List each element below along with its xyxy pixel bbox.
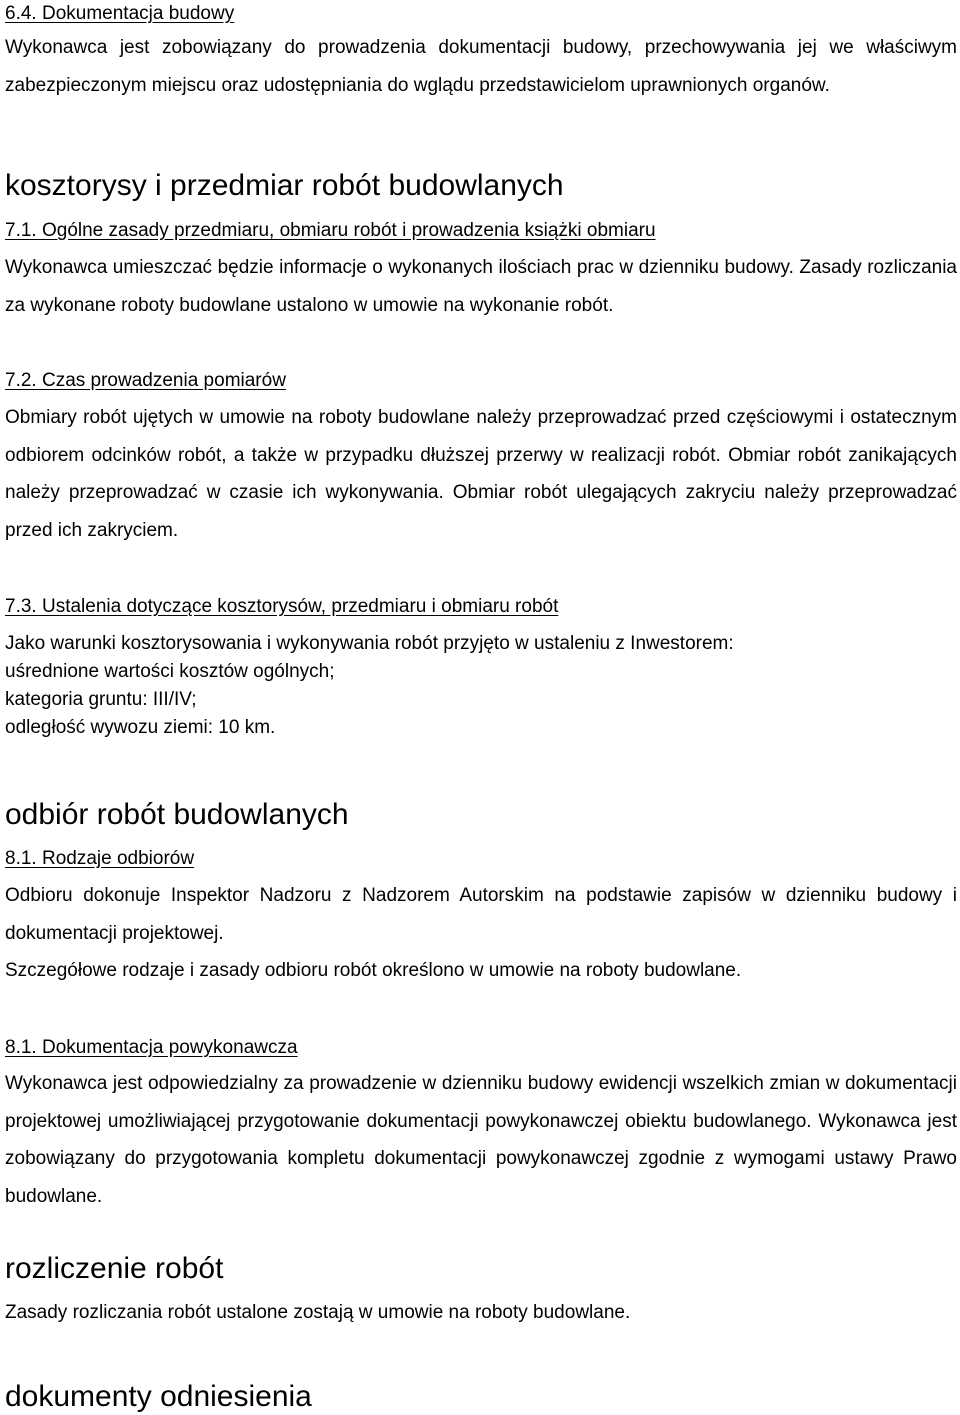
chapter-8-title: odbiór robót budowlanych <box>5 798 349 831</box>
section-6-4-heading: 6.4. Dokumentacja budowy <box>5 3 235 24</box>
list-item: Jako warunki kosztorysowania i wykonywania robót przyjęto w ustaleniu z Inwestorem: <box>5 633 734 654</box>
section-6-4-text: Wykonawca jest zobowiązany do prowadzenia dokumentacji budowy, przechowywania jej we właściwym zabezpieczonym miejscu oraz udostępniania do wglądu przedstawicielom uprawnionych organów. <box>5 37 957 96</box>
section-7-2-text: Obmiary robót ujętych w umowie na roboty budowlane należy przeprowadzać przed częściowymi i ostatecznym odbiorem odcinków robót, a także w przypadku dłuższej przerwy w realizacji robót. Obmiar robót zanikających należy przeprowadzać w czasie ich wykonywania. Obmiar robót ulegających zakryciu należy przeprowadzać przed ich zakryciem. <box>5 407 957 541</box>
section-7-3-heading: 7.3. Ustalenia dotyczące kosztorysów, przedmiaru i obmiaru robót <box>5 596 559 617</box>
section-8-1-heading: 8.1. Rodzaje odbiorów <box>5 848 195 869</box>
chapter-9-title: rozliczenie robót <box>5 1252 224 1285</box>
chapter-9-text: Zasady rozliczania robót ustalone zostają w umowie na roboty budowlane. <box>5 1302 631 1323</box>
list-item: kategoria gruntu: III/IV; <box>5 689 197 710</box>
section-7-1-heading: 7.1. Ogólne zasady przedmiaru, obmiaru robót i prowadzenia książki obmiaru <box>5 220 656 241</box>
chapter-10-title: dokumenty odniesienia <box>5 1380 312 1413</box>
section-8-1b-text: Wykonawca jest odpowiedzialny za prowadzenie w dzienniku budowy ewidencji wszelkich zmian w dokumentacji projektowej umożliwiającej przygotowanie dokumentacji powykonawczej obiektu budowlanego. Wykonawca jest zobowiązany do przygotowania kompletu dokumentacji powykonawczej zgodnie z wymogami ustawy Prawo budowlane. <box>5 1073 957 1207</box>
section-8-1-text-2: Szczegółowe rodzaje i zasady odbioru robót określono w umowie na roboty budowlane. <box>5 960 742 981</box>
list-item: uśrednione wartości kosztów ogólnych; <box>5 661 335 682</box>
section-7-1-text: Wykonawca umieszczać będzie informacje o wykonanych ilościach prac w dzienniku budowy. Zasady rozliczania za wykonane roboty budowlane ustalono w umowie na wykonanie robót. <box>5 257 957 316</box>
chapter-7-title: kosztorysy i przedmiar robót budowlanych <box>5 169 564 202</box>
section-8-1b-heading: 8.1. Dokumentacja powykonawcza <box>5 1037 298 1058</box>
list-item: odległość wywozu ziemi: 10 km. <box>5 717 276 738</box>
section-7-2-heading: 7.2. Czas prowadzenia pomiarów <box>5 370 286 391</box>
section-8-1-text: Odbioru dokonuje Inspektor Nadzoru z Nadzorem Autorskim na podstawie zapisów w dzienniku budowy i dokumentacji projektowej. <box>5 885 957 944</box>
section-7-3-list <box>5 630 957 742</box>
